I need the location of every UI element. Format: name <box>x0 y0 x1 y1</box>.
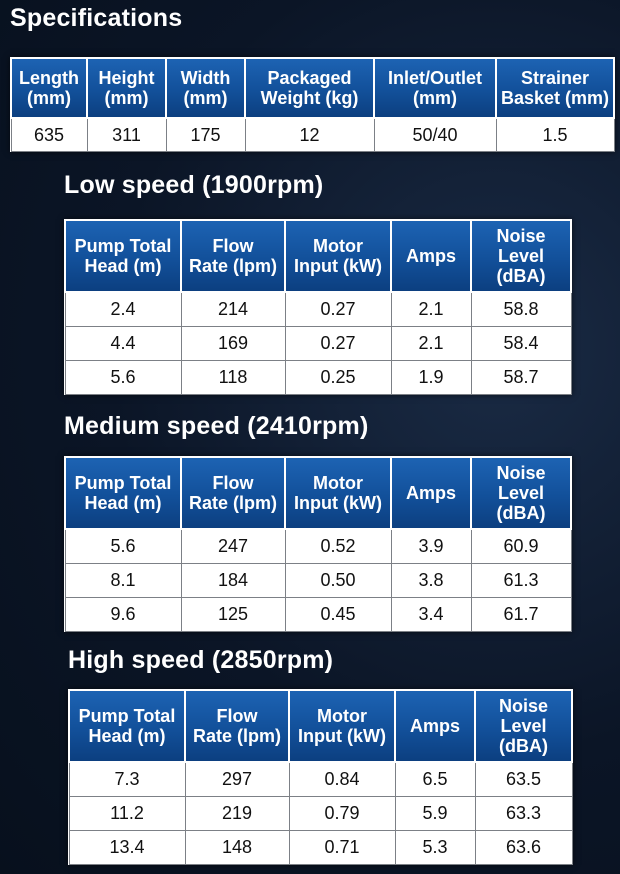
table-row <box>69 797 572 831</box>
table-row <box>65 292 571 327</box>
table-cell: 58.8 <box>471 292 571 327</box>
header-cell: Amps <box>391 457 471 529</box>
header-cell: Flow Rate (lpm) <box>185 690 289 762</box>
table-cell: 1.9 <box>391 361 471 395</box>
table-row <box>11 118 614 152</box>
spec-header-cell: Length (mm) <box>11 58 87 118</box>
table-cell: 61.7 <box>471 598 571 632</box>
table-cell: 13.4 <box>69 831 185 865</box>
spec-header-cell: Inlet/Outlet (mm) <box>374 58 496 118</box>
high-speed-title: High speed (2850rpm) <box>68 646 334 674</box>
table-cell: 0.25 <box>285 361 391 395</box>
table-cell: 297 <box>185 762 289 797</box>
table-cell: 219 <box>185 797 289 831</box>
table-cell: 0.79 <box>289 797 395 831</box>
spec-header-cell: Height (mm) <box>87 58 166 118</box>
table-cell: 0.84 <box>289 762 395 797</box>
spec-header-cell: Packaged Weight (kg) <box>245 58 374 118</box>
table-cell: 63.6 <box>475 831 572 865</box>
table-row <box>65 327 571 361</box>
header-cell: Pump Total Head (m) <box>69 690 185 762</box>
spec-table <box>10 57 615 152</box>
medium-speed-title: Medium speed (2410rpm) <box>64 412 369 440</box>
table-cell: 61.3 <box>471 564 571 598</box>
high-speed-table <box>68 689 573 865</box>
table-cell: 214 <box>181 292 285 327</box>
table-row <box>65 598 571 632</box>
header-cell: Motor Input (kW) <box>289 690 395 762</box>
table-cell: 0.45 <box>285 598 391 632</box>
spec-value-cell: 311 <box>87 118 166 152</box>
table-cell: 58.4 <box>471 327 571 361</box>
header-cell: Flow Rate (lpm) <box>181 220 285 292</box>
table-cell: 3.8 <box>391 564 471 598</box>
table-cell: 2.1 <box>391 292 471 327</box>
table-cell: 6.5 <box>395 762 475 797</box>
low-speed-title: Low speed (1900rpm) <box>64 171 324 199</box>
table-cell: 11.2 <box>69 797 185 831</box>
table-cell: 5.6 <box>65 529 181 564</box>
table-row <box>65 564 571 598</box>
high-header-row <box>69 690 572 762</box>
spec-header-cell: Strainer Basket (mm) <box>496 58 614 118</box>
table-cell: 63.5 <box>475 762 572 797</box>
spec-value-cell: 50/40 <box>374 118 496 152</box>
medium-header-row <box>65 457 571 529</box>
header-cell: Motor Input (kW) <box>285 220 391 292</box>
table-cell: 0.27 <box>285 292 391 327</box>
table-row <box>65 361 571 395</box>
table-cell: 2.1 <box>391 327 471 361</box>
table-row <box>69 831 572 865</box>
table-cell: 148 <box>185 831 289 865</box>
spec-value-cell: 175 <box>166 118 245 152</box>
header-cell: Motor Input (kW) <box>285 457 391 529</box>
spec-value-cell: 635 <box>11 118 87 152</box>
spec-title: Specifications <box>10 4 183 32</box>
table-cell: 5.9 <box>395 797 475 831</box>
table-cell: 58.7 <box>471 361 571 395</box>
header-cell: Pump Total Head (m) <box>65 457 181 529</box>
table-row <box>69 762 572 797</box>
header-cell: Amps <box>391 220 471 292</box>
table-cell: 4.4 <box>65 327 181 361</box>
table-row <box>65 529 571 564</box>
header-cell: Flow Rate (lpm) <box>181 457 285 529</box>
table-cell: 118 <box>181 361 285 395</box>
spec-header-cell: Width (mm) <box>166 58 245 118</box>
table-cell: 0.52 <box>285 529 391 564</box>
table-cell: 0.50 <box>285 564 391 598</box>
table-cell: 7.3 <box>69 762 185 797</box>
table-cell: 169 <box>181 327 285 361</box>
table-cell: 0.71 <box>289 831 395 865</box>
table-cell: 3.9 <box>391 529 471 564</box>
table-cell: 247 <box>181 529 285 564</box>
header-cell: Noise Level (dBA) <box>471 457 571 529</box>
spec-value-cell: 1.5 <box>496 118 614 152</box>
table-cell: 5.3 <box>395 831 475 865</box>
table-cell: 0.27 <box>285 327 391 361</box>
table-cell: 9.6 <box>65 598 181 632</box>
table-cell: 63.3 <box>475 797 572 831</box>
spec-value-cell: 12 <box>245 118 374 152</box>
low-speed-table <box>64 219 572 395</box>
header-cell: Noise Level (dBA) <box>475 690 572 762</box>
table-cell: 125 <box>181 598 285 632</box>
table-cell: 3.4 <box>391 598 471 632</box>
table-cell: 60.9 <box>471 529 571 564</box>
header-cell: Noise Level (dBA) <box>471 220 571 292</box>
low-header-row <box>65 220 571 292</box>
table-cell: 5.6 <box>65 361 181 395</box>
table-cell: 8.1 <box>65 564 181 598</box>
table-cell: 2.4 <box>65 292 181 327</box>
header-cell: Amps <box>395 690 475 762</box>
table-cell: 184 <box>181 564 285 598</box>
spec-header-row <box>11 58 614 118</box>
header-cell: Pump Total Head (m) <box>65 220 181 292</box>
medium-speed-table <box>64 456 572 632</box>
